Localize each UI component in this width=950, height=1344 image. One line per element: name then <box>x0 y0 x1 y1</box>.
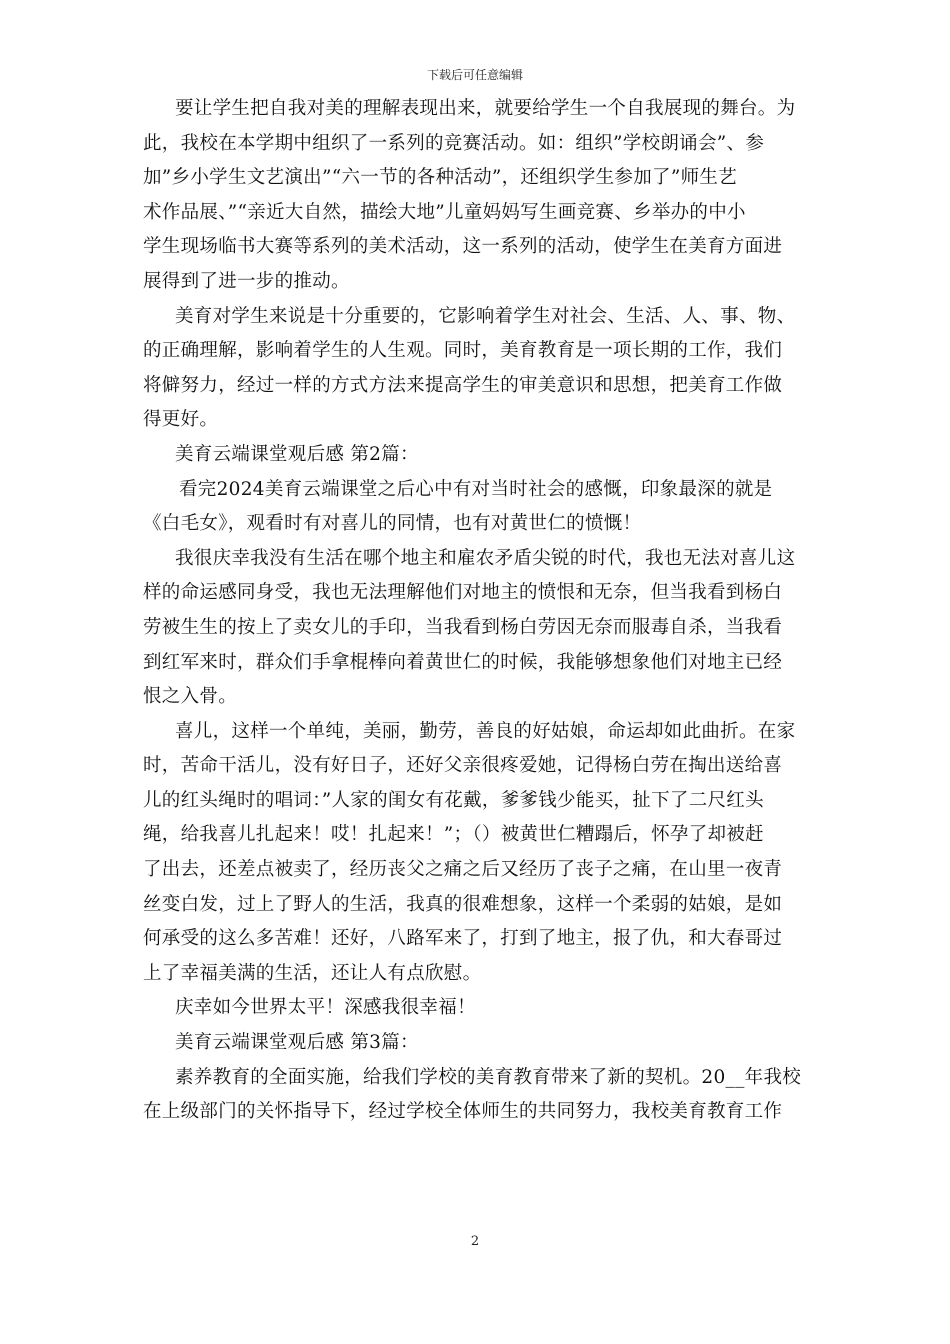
text-line: 绳，给我喜儿扎起来！哎！扎起来！”；（）被黄世仁糟蹋后，怀孕了却被赶 <box>143 824 764 846</box>
text-line: 儿的红头绳时的唱词：”人家的闺女有花戴，爹爹钱少能买，扯下了二尺红头 <box>143 789 764 811</box>
text-line: 此，我校在本学期中组织了一系列的竞赛活动。如：组织”学校朗诵会”、参 <box>143 132 765 154</box>
text-line: 《白毛女》，观看时有对喜儿的同情，也有对黄世仁的愤慨！ <box>143 513 642 535</box>
text-line: 展得到了进一步的推动。 <box>143 270 350 292</box>
text-line: 得更好。 <box>143 409 219 431</box>
text-line: 我很庆幸我没有生活在哪个地主和雇农矛盾尖锐的时代，我也无法对喜儿这 <box>175 547 796 569</box>
section-heading: 美育云端课堂观后感 第2篇： <box>175 443 419 465</box>
text-line: 恨之入骨。 <box>143 686 238 708</box>
text-line: 素养教育的全面实施，给我们学校的美育教育带来了新的契机。20__年我校 <box>175 1066 802 1088</box>
text-line: 上了幸福美满的生活，还让人有点欣慰。 <box>143 962 482 984</box>
text-line: 样的命运感同身受，我也无法理解他们对地主的愤恨和无奈，但当我看到杨白 <box>143 582 783 604</box>
text-line: 喜儿，这样一个单纯，美丽，勤劳，善良的好姑娘，命运却如此曲折。在家 <box>175 720 796 742</box>
text-line: 到红军来时，群众们手拿棍棒向着黄世仁的时候，我能够想象他们对地主已经 <box>143 651 783 673</box>
page-number: 2 <box>470 1234 480 1249</box>
text-line: 看完2024美育云端课堂之后心中有对当时社会的感慨，印象最深的就是 <box>179 478 773 500</box>
text-line: 时，苦命干活儿，没有好日子，还好父亲很疼爱她，记得杨白劳在掏出送给喜 <box>143 755 783 777</box>
document-body <box>143 92 809 1130</box>
text-line: 将僻努力，经过一样的方式方法来提高学生的审美意识和思想，把美育工作做 <box>143 374 783 396</box>
text-line: 美育对学生来说是十分重要的，它影响着学生对社会、生活、人、事、物、 <box>175 305 796 327</box>
text-line: 丝变白发，过上了野人的生活，我真的很难想象，这样一个柔弱的姑娘，是如 <box>143 893 783 915</box>
text-line: 要让学生把自我对美的理解表现出来，就要给学生一个自我展现的舞台。为 <box>175 98 796 119</box>
text-line: 劳被生生的按上了卖女儿的手印，当我看到杨白劳因无奈而服毒自杀，当我看 <box>143 616 783 638</box>
text-line: 学生现场临书大赛等系列的美术活动，这一系列的活动，使学生在美育方面进 <box>143 236 783 258</box>
text-line: 庆幸如今世界太平！深感我很幸福！ <box>175 997 476 1019</box>
text-line: 加”乡小学生文艺演出”“六一节的各种活动”，还组织学生参加了”师生艺 <box>143 167 737 189</box>
text-line: 在上级部门的关怀指导下，经过学校全体师生的共同努力，我校美育教育工作 <box>143 1101 783 1123</box>
text-line: 了出去，还差点被卖了，经历丧父之痛之后又经历了丧子之痛，在山里一夜青 <box>143 859 783 881</box>
text-line: 术作品展、”“亲近大自然，描绘大地”儿童妈妈写生画竞赛、乡举办的中小 <box>143 201 746 223</box>
text-line: 的正确理解，影响着学生的人生观。同时，美育教育是一项长期的工作，我们 <box>143 340 783 362</box>
section-heading: 美育云端课堂观后感 第3篇： <box>175 1032 419 1054</box>
page-header: 下载后可任意编辑 <box>426 68 523 82</box>
text-line: 何承受的这么多苦难！还好，八路军来了，打到了地主，报了仇，和大春哥过 <box>143 928 783 950</box>
